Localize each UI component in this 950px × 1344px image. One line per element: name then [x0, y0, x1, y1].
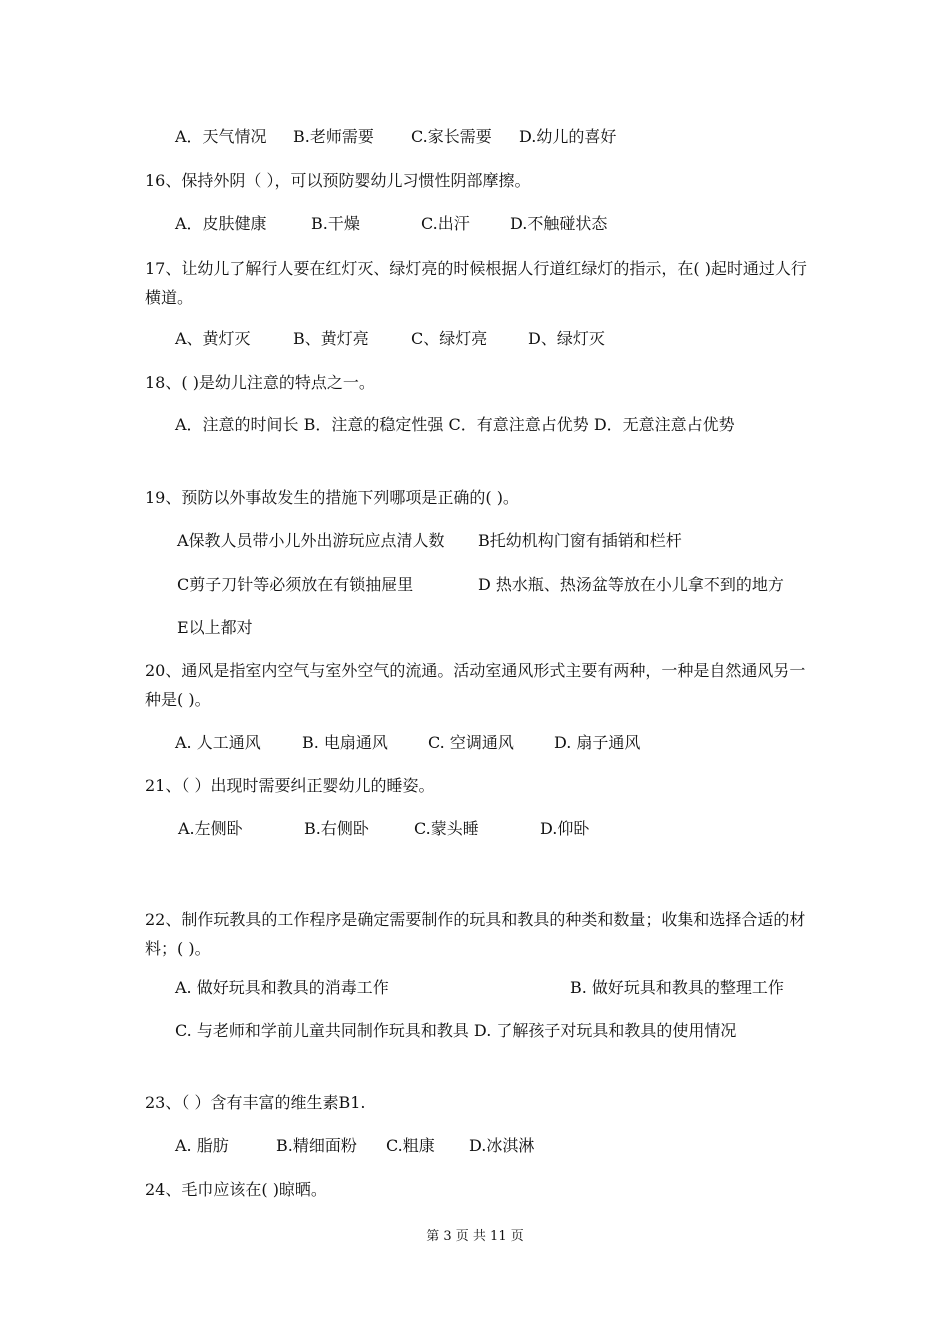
q17-option-c: C、绿灯亮 [411, 329, 488, 348]
q17-option-b: B、黄灯亮 [293, 329, 369, 348]
q22-option-b: B. 做好玩具和教具的整理工作 [570, 978, 784, 997]
q23-option-c: C.粗康 [386, 1136, 435, 1155]
q16-stem: 16、保持外阴（ ），可以预防婴幼儿习惯性阴部摩擦。 [145, 171, 531, 190]
q20-option-c: C. 空调通风 [428, 733, 514, 752]
q19-option-e: E以上都对 [177, 618, 253, 637]
q21-stem: 21、（ ）出现时需要纠正婴幼儿的睡姿。 [145, 776, 435, 795]
q16-option-b: B.干燥 [311, 214, 360, 233]
q21-option-a: A.左侧卧 [178, 819, 243, 838]
q16-option-c: C.出汗 [421, 214, 470, 233]
q17-option-d: D、绿灯灭 [528, 329, 605, 348]
q15-option-c: C.家长需要 [411, 127, 492, 146]
q20-option-a: A. 人工通风 [175, 733, 261, 752]
q22-option-a: A. 做好玩具和教具的消毒工作 [175, 978, 389, 997]
q20-option-d: D. 扇子通风 [554, 733, 641, 752]
q19-option-d: D 热水瓶、热汤盆等放在小儿拿不到的地方 [478, 575, 784, 594]
q21-option-d: D.仰卧 [540, 819, 590, 838]
q17-option-a: A、黄灯灭 [175, 329, 251, 348]
q22-stem: 22、制作玩教具的工作程序是确定需要制作的玩具和教具的种类和数量；收集和选择合适的材料；( )。 [145, 910, 806, 958]
q24-stem: 24、毛巾应该在( )晾晒。 [145, 1180, 327, 1199]
q19-option-a: A保教人员带小儿外出游玩应点清人数 [177, 531, 445, 550]
q23-option-a: A. 脂肪 [175, 1136, 229, 1155]
q20-stem: 20、通风是指室内空气与室外空气的流通。活动室通风形式主要有两种，一种是自然通风另一种是( )。 [145, 661, 806, 709]
q19-option-c: C剪子刀针等必须放在有锁抽屉里 [177, 575, 414, 594]
q23-option-d: D.冰淇淋 [469, 1136, 535, 1155]
q19-option-b: B托幼机构门窗有插销和栏杆 [478, 531, 682, 550]
q15-option-d: D.幼儿的喜好 [519, 127, 617, 146]
q20-option-b: B. 电扇通风 [302, 733, 388, 752]
page-footer: 第 3 页 共 11 页 [426, 1229, 524, 1244]
q22-options-cd: C. 与老师和学前儿童共同制作玩具和教具 D. 了解孩子对玩具和教具的使用情况 [175, 1021, 737, 1040]
q18-options: A．注意的时间长 B．注意的稳定性强 C．有意注意占优势 D．无意注意占优势 [175, 415, 735, 434]
q21-option-b: B.右侧卧 [304, 819, 369, 838]
q16-option-d: D.不触碰状态 [510, 214, 608, 233]
q16-option-a: A．皮肤健康 [175, 214, 267, 233]
q23-stem: 23、（ ）含有丰富的维生素B1. [145, 1093, 366, 1112]
q15-option-a: A．天气情况 [175, 127, 267, 146]
q21-option-c: C.蒙头睡 [414, 819, 479, 838]
q19-stem: 19、预防以外事故发生的措施下列哪项是正确的( )。 [145, 488, 519, 507]
q18-stem: 18、( )是幼儿注意的特点之一。 [145, 373, 375, 392]
q17-stem: 17、让幼儿了解行人要在红灯灭、绿灯亮的时候根据人行道红绿灯的指示，在( )起时通过人行横道。 [145, 259, 807, 307]
q15-option-b: B.老师需要 [293, 127, 374, 146]
q23-option-b: B.精细面粉 [276, 1136, 357, 1155]
